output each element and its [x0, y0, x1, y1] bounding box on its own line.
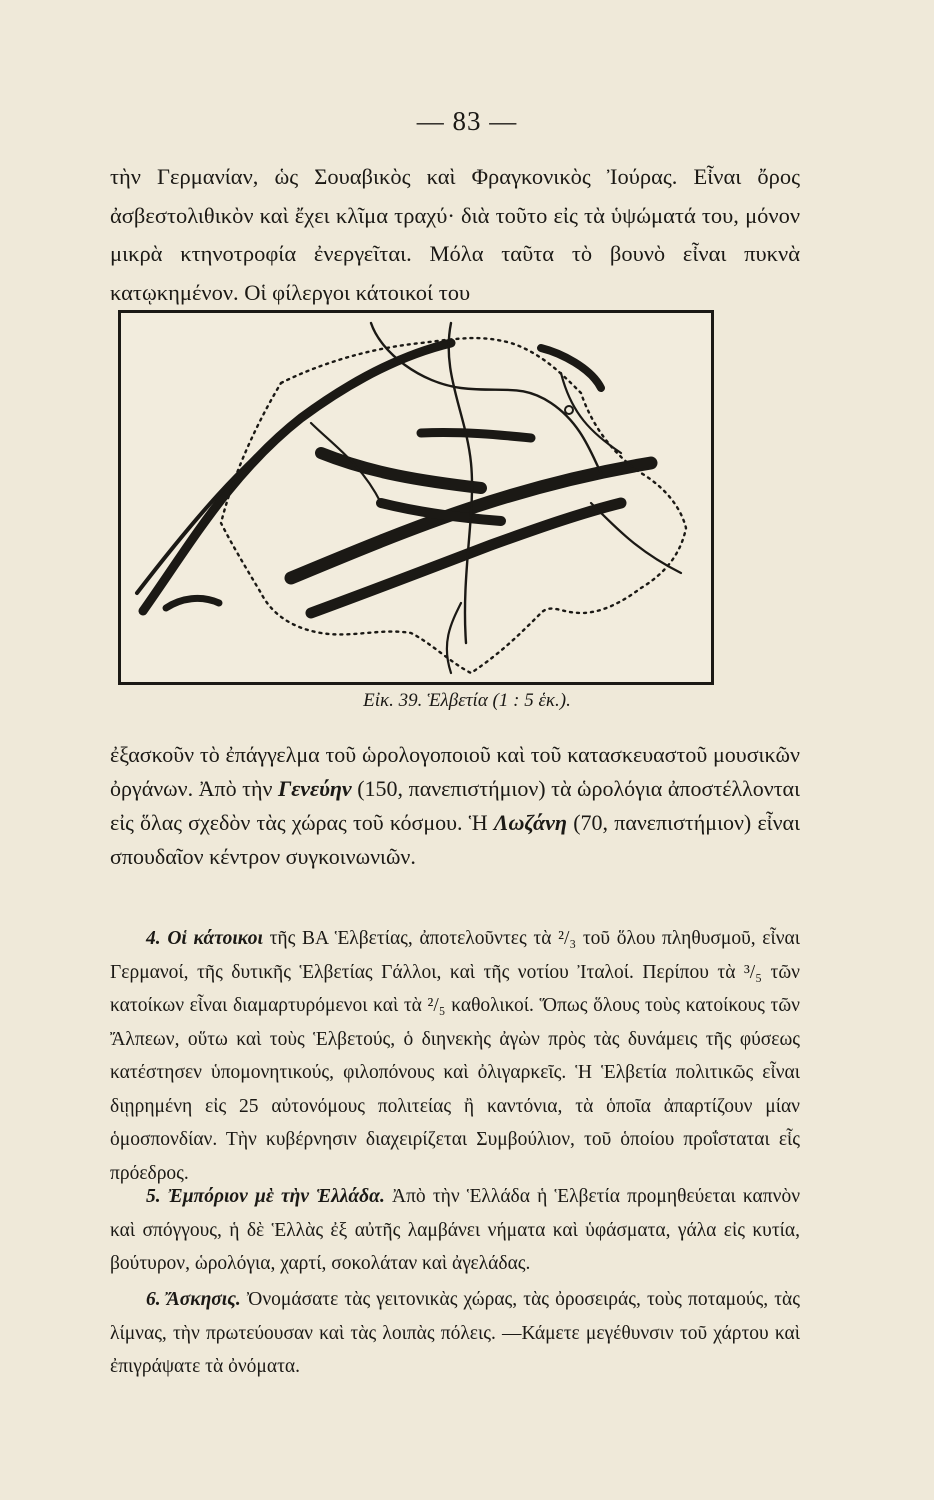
city-dot [565, 406, 573, 414]
top-paragraph: τὴν Γερμανίαν, ὡς Σουαβικὸς καὶ Φραγκονικὸς Ἰούρας. Εἶναι ὄρος ἀσβεστολιθικὸν καὶ ἔχει κλῖμα τραχύ· διὰ τοῦτο εἰς τὰ ὑψώματά του, μόνον μικρὰ κτηνοτροφία ἐνεργεῖται. Μόλα ταῦτα τὸ βουνὸ εἶναι πυκνὰ κατῳκημένον. Οἱ φίλεργοι κάτοικοί του [110, 164, 800, 305]
mid-text-1: ἐξασκοῦν τὸ ἐπάγγελμα τοῦ ὡρολογοποιοῦ καὶ τοῦ κατασκευαστοῦ μουσικῶν ὀργάνων. Ἀπὸ τὴν [110, 742, 800, 801]
section-5-number: 5. [146, 1186, 161, 1207]
mid-paragraph [110, 738, 800, 874]
section-6-number: 6. [146, 1289, 161, 1310]
section-4-number: 4. [146, 928, 161, 949]
section-6 [110, 1283, 800, 1384]
section-4-text-2: τοῦ ὅλου πληθυσμοῦ, εἶναι Γερμανοί, τῆς δυτικῆς Ἑλβετίας Γάλλοι, καὶ τῆς νοτίου Ἰταλοί. Περίπου τὰ [110, 928, 801, 983]
section-5 [110, 1180, 800, 1281]
section-4 [110, 922, 800, 1190]
switzerland-map-drawing [121, 313, 711, 682]
section-5-heading: Ἐμπόριον μὲ τὴν Ἑλλάδα. [167, 1186, 385, 1207]
river-rhine [371, 323, 601, 473]
figure-caption: Εἰκ. 39. Ἑλβετία (1 : 5 ἑκ.). [363, 690, 571, 711]
section-4-frac-3: ²/₅ [427, 995, 446, 1016]
river-inn [591, 503, 681, 573]
section-4-text-4: καθολικοί. Ὅπως ὅλους τοὺς κατοίκους τῶν Ἄλπεων, οὕτω καὶ τοὺς Ἑλβετούς, ὁ διηνεκὴς ἀγὼν πρὸς τὰς δυνάμεις τῆς φύσεως κατέστησεν ὑπομονητικούς, φιλοπόνους καὶ ὀλιγαρκεῖς. Ἡ Ἑλβετία πολιτικῶς εἶναι διῃρημένη εἰς 25 αὐτονόμους πολιτείας ἢ καντόνια, τὰ ὁποῖα ἀπαρτίζουν μίαν ὁμοσπονδίαν. Τὴν κυβέρνησιν διαχειρίζεται Συμβούλιον, τοῦ ὁποίου προΐσταται εἷς πρόεδρος. [110, 995, 800, 1184]
section-4-frac-1: ²/₃ [558, 928, 577, 949]
section-6-text: Ὀνομάσατε τὰς γειτονικὰς χώρας, τὰς ὀροσειράς, τοὺς ποταμούς, τὰς λίμνας, τὴν πρωτεύουσαν καὶ τὰς λοιπὰς πόλεις. —Κάμετε μεγέθυνσιν τοῦ χάρτου καὶ ἐπιγράψατε τὰ ὀνόματα. [110, 1289, 800, 1377]
section-4-text-1: τῆς ΒΑ Ἑλβετίας, ἀποτελοῦντες τὰ [262, 928, 559, 949]
page-number: — 83 — [416, 106, 518, 136]
alpine-band-3 [321, 453, 481, 488]
section-4-frac-2: ³/₅ [743, 961, 762, 983]
lake-geneva [166, 598, 219, 608]
city-geneva: Γενεύην [277, 776, 352, 801]
section-4-heading: Οἱ κάτοικοι [167, 928, 263, 949]
mid-text-2: (150, πανεπιστήμιον) τὰ ὡρολόγια ἀποστέλλονται εἰς ὅλας σχεδὸν τὰς χώρας τοῦ κόσμου. Ἡ [110, 776, 801, 835]
section-5-text: Ἀπὸ τὴν Ἑλλάδα ἡ Ἑλβετία προμηθεύεται καπνὸν καὶ σπόγγους, ἡ δὲ Ἑλλὰς ἐξ αὐτῆς λαμβάνει νήματα καὶ ὑφάσματα, γάλα εἰς κυτία, βούτυρον, ὡρολόγια, χαρτί, σοκολάταν καὶ ἀγελάδας. [110, 1186, 801, 1274]
map-figure [118, 310, 714, 685]
city-lausanne: Λωζάνη [493, 810, 568, 835]
section-6-heading: Ἄσκησις. [166, 1289, 241, 1310]
alpine-band-4 [421, 432, 531, 438]
river-ticino [447, 603, 461, 673]
mid-text-3: (70, πανεπιστήμιον) εἶναι σπουδαῖον κέντρον συγκοινωνιῶν. [110, 810, 800, 869]
section-4-text-3: τῶν κατοίκων εἶναι διαμαρτυρόμενοι καὶ τὰ [110, 961, 800, 1016]
